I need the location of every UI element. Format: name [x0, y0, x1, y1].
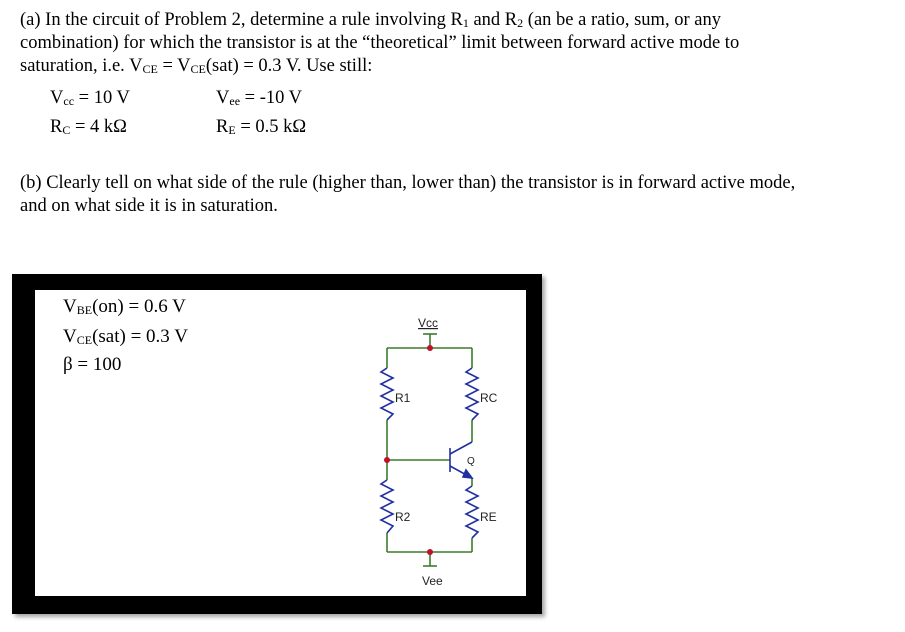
part-a-line-1: [20, 9, 890, 32]
rc-subscript: C: [62, 123, 71, 137]
resistor-r2: [381, 480, 393, 533]
circuit-figure: [35, 290, 526, 596]
vee-value: = -10 V: [240, 88, 303, 108]
label-vcc: Vcc: [418, 316, 439, 330]
vcesat-subscript: CE: [190, 62, 206, 76]
vee-symbol: V: [216, 88, 230, 108]
label-re: RE: [480, 510, 497, 524]
vce-subscript: CE: [142, 62, 158, 76]
label-q: Q: [467, 456, 475, 467]
given-vee: [216, 87, 302, 110]
re-subscript: E: [228, 123, 236, 137]
part-a-text-3: (an be a ratio, sum, or any: [523, 10, 721, 30]
vcc-symbol: V: [50, 88, 64, 108]
problem-part-b: [20, 172, 890, 218]
circuit-schematic: [35, 290, 526, 596]
wires: [387, 334, 472, 566]
vcesat-symbol: V: [63, 326, 77, 347]
vcc-subscript: cc: [63, 94, 75, 108]
problem-part-a: [20, 9, 890, 78]
vcc-value: = 10 V: [74, 88, 130, 108]
resistor-re: [466, 486, 478, 538]
vbe-value: (on) = 0.6 V: [92, 296, 186, 317]
rc-symbol: R: [50, 117, 63, 137]
part-a-text-1: (a) In the circuit of Problem 2, determine a rule involving R: [20, 10, 463, 30]
part-a-line-2: combination) for which the transistor is at the “theoretical” limit between forward active mode to: [20, 33, 740, 53]
part-a-line-3: [20, 55, 890, 78]
resistor-rc: [466, 368, 478, 420]
vcesat-fig-subscript: CE: [76, 333, 93, 347]
label-r1: R1: [395, 391, 411, 405]
node-base: [384, 457, 390, 463]
vbe-subscript: BE: [76, 303, 93, 317]
rc-value: = 4 kΩ: [70, 117, 127, 137]
node-vee: [427, 549, 433, 555]
re-symbol: R: [216, 117, 229, 137]
given-re: [216, 116, 306, 139]
part-a-text-5: = V: [157, 56, 191, 76]
vcesat-value: (sat) = 0.3 V: [92, 326, 188, 347]
label-r2: R2: [395, 510, 411, 524]
resistor-r1: [381, 368, 393, 420]
r1-subscript: 1: [462, 16, 469, 30]
part-a-text-6: (sat) = 0.3 V. Use still:: [205, 56, 373, 76]
circuit-figure-frame: [12, 274, 542, 614]
param-beta: β = 100: [63, 354, 122, 375]
part-b-line-1: (b) Clearly tell on what side of the rule (higher than, lower than) the transistor is in forward active mode,: [20, 173, 796, 193]
part-a-text-4: saturation, i.e. V: [20, 56, 143, 76]
r2-subscript: 2: [517, 16, 524, 30]
part-a-text-2: and R: [468, 10, 518, 30]
label-rc: RC: [480, 391, 498, 405]
label-vee: Vee: [422, 574, 443, 588]
given-rc: [50, 116, 127, 139]
part-b-line-2: and on what side it is in saturation.: [20, 196, 278, 216]
vbe-symbol: V: [63, 296, 77, 317]
vee-subscript: ee: [229, 94, 241, 108]
re-value: = 0.5 kΩ: [235, 117, 307, 137]
given-vcc: [50, 87, 130, 110]
node-vcc: [427, 345, 433, 351]
